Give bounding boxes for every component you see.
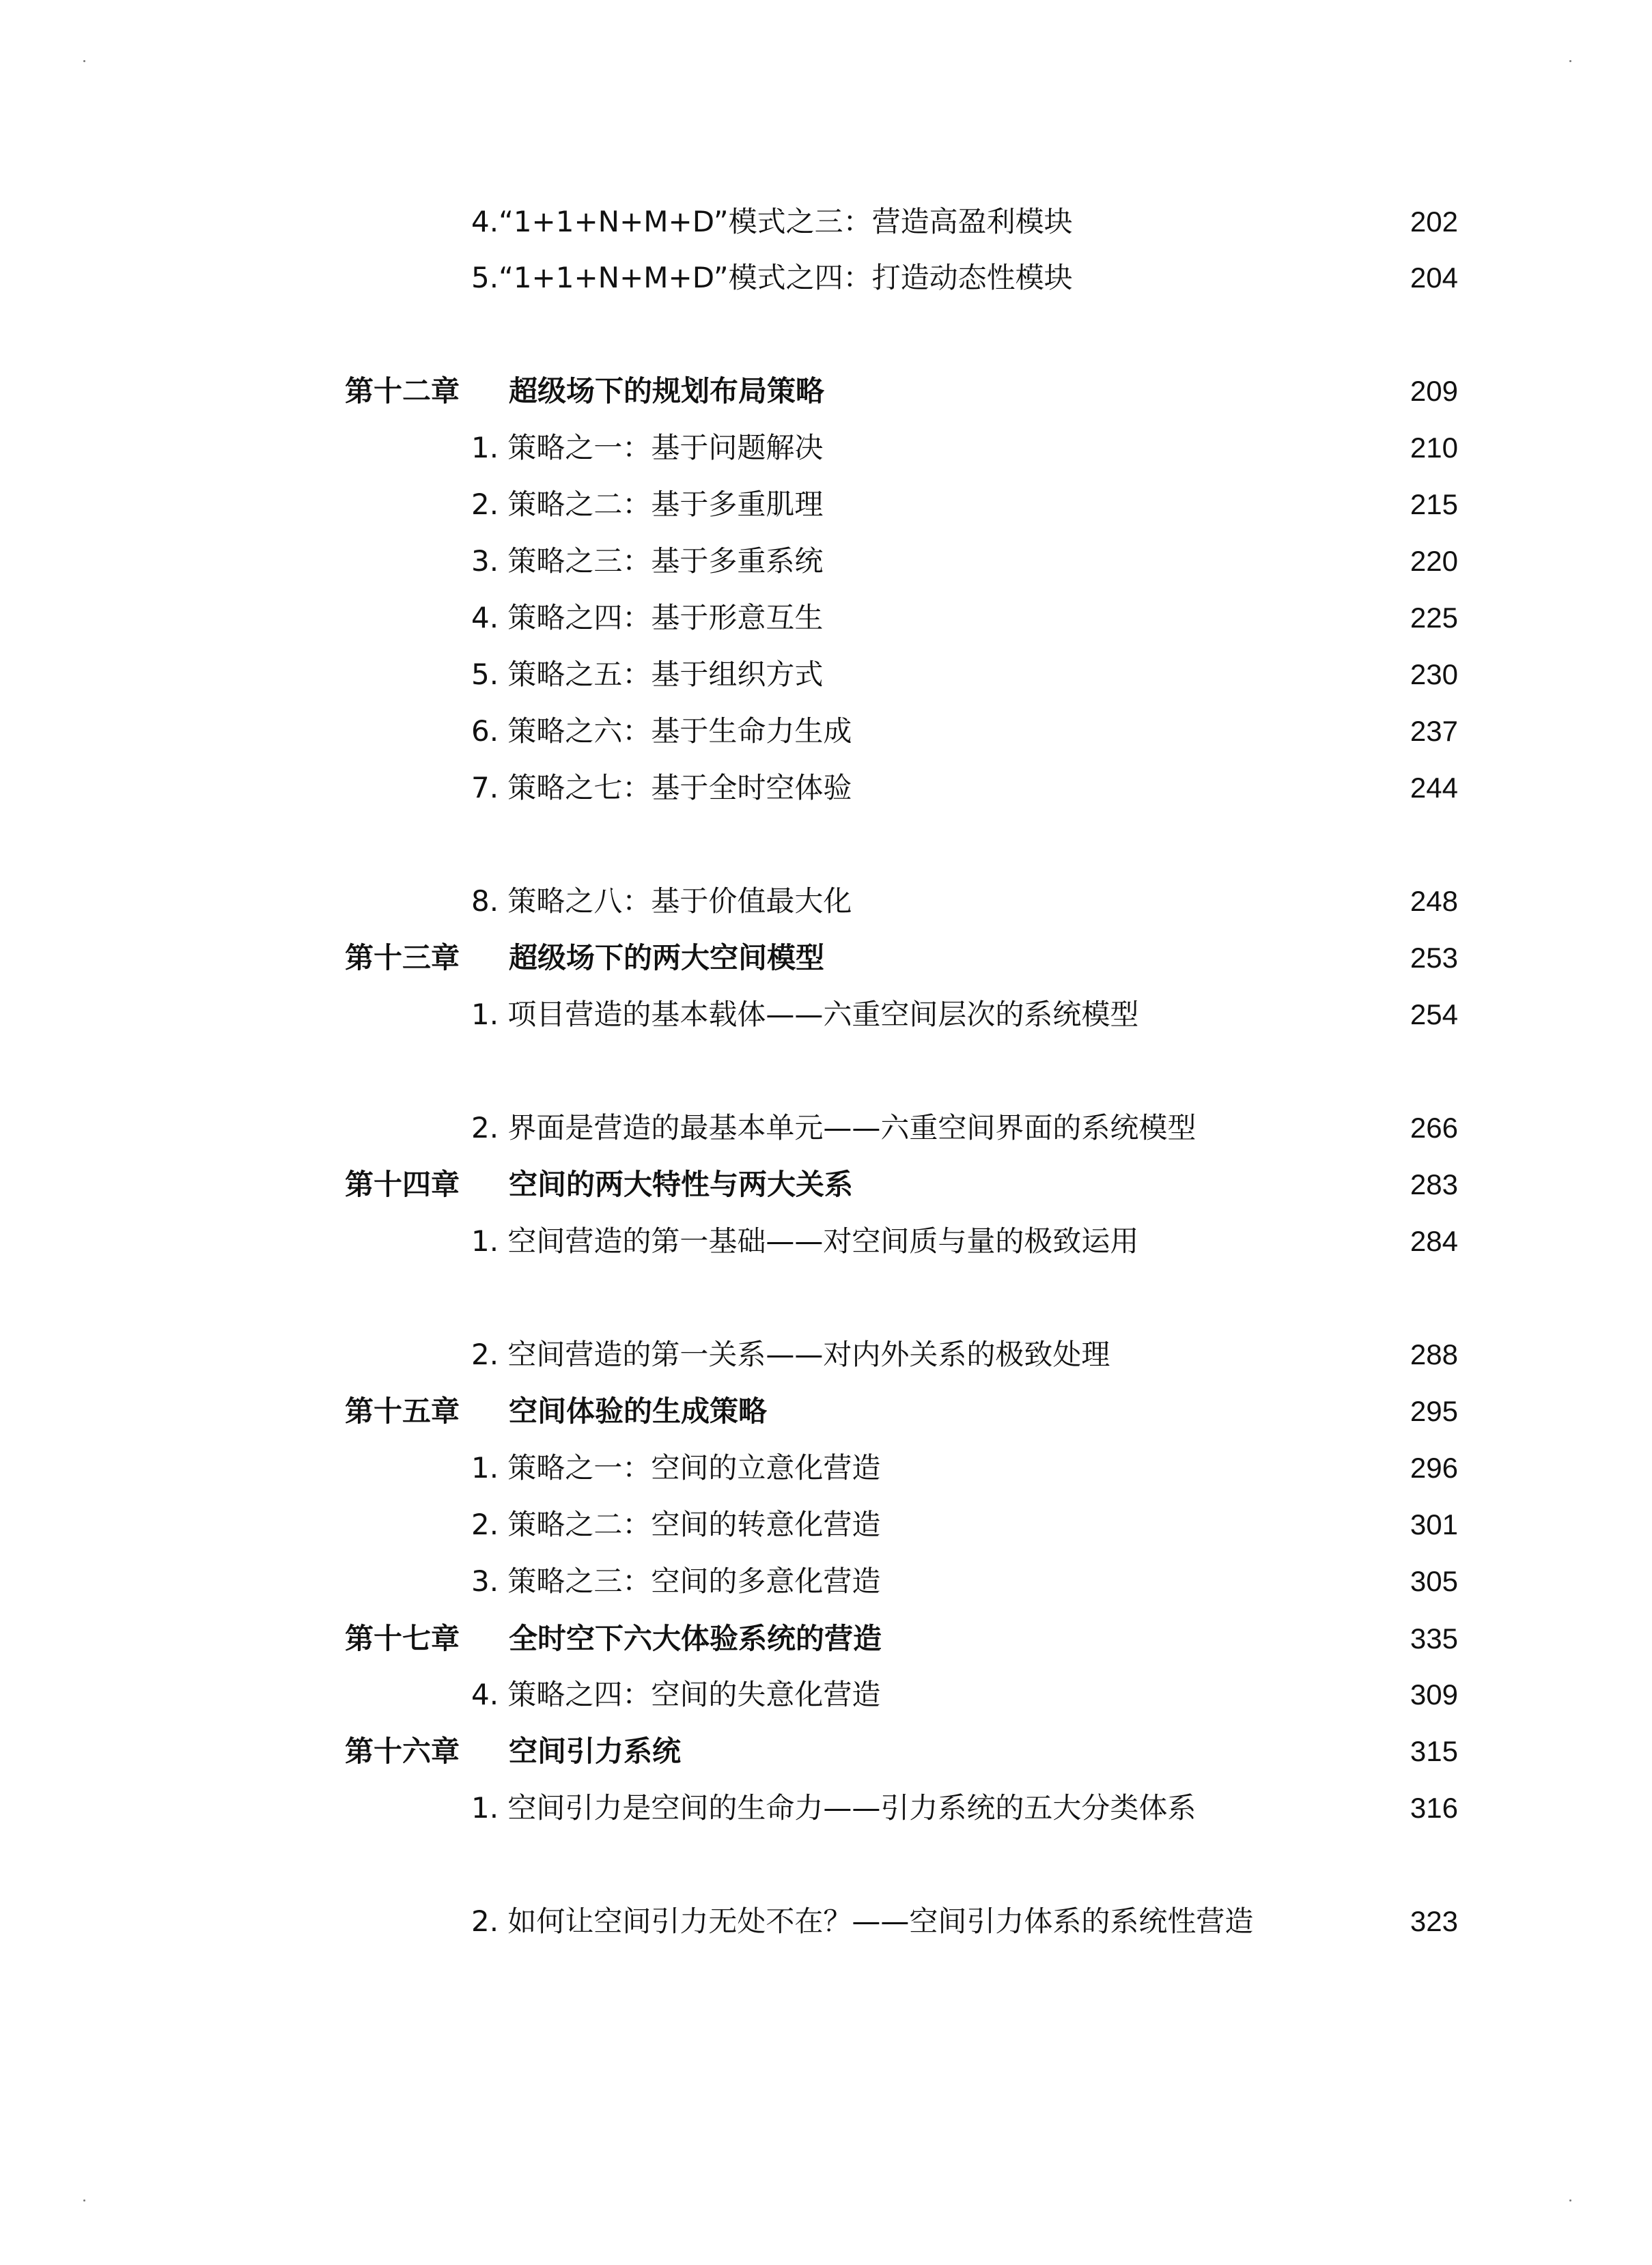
page-number: 248 — [1410, 885, 1458, 917]
leader-dots — [832, 484, 1379, 525]
section-title: 2. 策略之二：空间的转意化营造 — [471, 1508, 881, 1541]
chapter-title-text: 空间的两大特性与两大关系 — [509, 1168, 854, 1201]
toc-chapter-entry — [345, 1391, 1458, 1432]
section-title: 2. 界面是营造的最基本单元——六重空间界面的系统模型 — [471, 1111, 1196, 1144]
section-title: 2. 策略之二：基于多重肌理 — [471, 488, 824, 521]
page-number: 202 — [1410, 206, 1458, 238]
crop-mark-top-right — [1569, 60, 1571, 62]
leader-dots — [1263, 1901, 1379, 1942]
page-number: 204 — [1410, 262, 1458, 294]
chapter-title — [345, 371, 824, 412]
leader-dots — [832, 654, 1379, 695]
page-number: 266 — [1410, 1112, 1458, 1144]
section-title: 1. 空间引力是空间的生命力——引力系统的五大分类体系 — [471, 1791, 1196, 1825]
chapter-title-text: 超级场下的两大空间模型 — [509, 941, 825, 974]
page-number: 335 — [1410, 1622, 1458, 1655]
toc-section-entry — [471, 201, 1458, 242]
section-title: 1. 策略之一：空间的立意化营造 — [471, 1451, 881, 1485]
toc-section-entry — [471, 1901, 1458, 1942]
toc-section-entry — [471, 597, 1458, 638]
leader-dots — [832, 597, 1379, 638]
toc-section-entry — [471, 711, 1458, 752]
chapter-number: 第十七章 — [345, 1622, 460, 1655]
chapter-title-text: 空间引力系统 — [509, 1734, 682, 1768]
leader-dots — [890, 1561, 1379, 1602]
chapter-number: 第十二章 — [345, 374, 460, 408]
toc-chapter-entry — [345, 1618, 1458, 1659]
page-number: 253 — [1410, 942, 1458, 974]
page-number: 305 — [1410, 1565, 1458, 1597]
leader-dots — [861, 768, 1379, 808]
leader-dots — [776, 1391, 1379, 1432]
leader-dots — [1148, 1221, 1379, 1262]
section-title: 1. 策略之一：基于问题解决 — [471, 431, 824, 464]
section-title: 8. 策略之八：基于价值最大化 — [471, 884, 852, 918]
section-title: 5. 策略之五：基于组织方式 — [471, 658, 824, 691]
toc-section-entry — [471, 1334, 1458, 1375]
toc-section-entry — [471, 881, 1458, 922]
section-title: 2. 如何让空间引力无处不在？——空间引力体系的系统性营造 — [471, 1904, 1254, 1938]
section-title: 3. 策略之三：基于多重系统 — [471, 544, 824, 578]
leader-dots — [1205, 1108, 1379, 1149]
section-title: 6. 策略之六：基于生命力生成 — [471, 714, 852, 748]
page-number: 254 — [1410, 998, 1458, 1030]
page-number: 230 — [1410, 658, 1458, 690]
chapter-title — [345, 1731, 681, 1772]
page-number: 288 — [1410, 1338, 1458, 1370]
page-number: 210 — [1410, 432, 1458, 464]
chapter-title — [345, 1618, 882, 1659]
page-number: 301 — [1410, 1508, 1458, 1541]
section-title: 1. 项目营造的基本载体——六重空间层次的系统模型 — [471, 998, 1139, 1031]
leader-dots — [1148, 994, 1379, 1035]
leader-dots — [890, 1504, 1379, 1545]
crop-mark-top-left — [83, 60, 85, 62]
chapter-title — [345, 1391, 767, 1432]
toc-chapter-entry — [345, 938, 1458, 979]
toc-section-entry — [471, 1674, 1458, 1715]
toc-section-entry — [471, 257, 1458, 298]
crop-mark-bottom-left — [83, 2199, 85, 2201]
toc-section-entry — [471, 427, 1458, 468]
toc-section-entry — [471, 768, 1458, 808]
leader-dots — [861, 881, 1379, 922]
chapter-title-text: 空间体验的生成策略 — [509, 1394, 768, 1428]
page-number: 220 — [1410, 545, 1458, 577]
toc-section-entry — [471, 541, 1458, 582]
page-number: 315 — [1410, 1735, 1458, 1767]
toc-section-entry — [471, 1108, 1458, 1149]
toc-chapter-entry — [345, 1164, 1458, 1205]
toc-section-entry — [471, 994, 1458, 1035]
leader-dots — [1082, 201, 1379, 242]
page-number: 309 — [1410, 1678, 1458, 1711]
page-number: 225 — [1410, 602, 1458, 634]
toc-section-entry — [471, 1561, 1458, 1602]
chapter-title-text: 超级场下的规划布局策略 — [509, 374, 825, 408]
leader-dots — [834, 371, 1379, 412]
crop-mark-bottom-right — [1569, 2199, 1571, 2201]
leader-dots — [1119, 1334, 1379, 1375]
chapter-title-text: 全时空下六大体验系统的营造 — [509, 1622, 882, 1655]
leader-dots — [832, 541, 1379, 582]
toc-section-entry — [471, 654, 1458, 695]
toc-section-entry — [471, 1504, 1458, 1545]
leader-dots — [863, 1164, 1379, 1205]
leader-dots — [1205, 1788, 1379, 1829]
chapter-number: 第十三章 — [345, 941, 460, 974]
page-number: 296 — [1410, 1452, 1458, 1484]
chapter-title — [345, 938, 824, 979]
page-number: 284 — [1410, 1225, 1458, 1257]
toc-section-entry — [471, 1788, 1458, 1829]
toc-section-entry — [471, 1221, 1458, 1262]
chapter-number: 第十四章 — [345, 1168, 460, 1201]
section-title: 7. 策略之七：基于全时空体验 — [471, 771, 852, 804]
section-title: 2. 空间营造的第一关系——对内外关系的极致处理 — [471, 1338, 1110, 1371]
leader-dots — [690, 1731, 1379, 1772]
section-title: 4. 策略之四：基于形意互生 — [471, 601, 824, 634]
page-number: 244 — [1410, 772, 1458, 804]
section-title: 3. 策略之三：空间的多意化营造 — [471, 1564, 881, 1598]
section-title: 5.“1+1+N+M+D”模式之四：打造动态性模块 — [471, 261, 1073, 294]
leader-dots — [834, 938, 1379, 979]
page-number: 215 — [1410, 488, 1458, 520]
leader-dots — [832, 427, 1379, 468]
toc-chapter-entry — [345, 1731, 1458, 1772]
page-number: 209 — [1410, 375, 1458, 407]
page-number: 295 — [1410, 1395, 1458, 1427]
section-title: 1. 空间营造的第一基础——对空间质与量的极致运用 — [471, 1224, 1139, 1258]
page-number: 237 — [1410, 715, 1458, 747]
toc-section-entry — [471, 484, 1458, 525]
leader-dots — [1082, 257, 1379, 298]
chapter-number: 第十六章 — [345, 1734, 460, 1768]
leader-dots — [891, 1618, 1379, 1659]
leader-dots — [890, 1674, 1379, 1715]
section-title: 4.“1+1+N+M+D”模式之三：营造高盈利模块 — [471, 205, 1073, 238]
page-number: 316 — [1410, 1792, 1458, 1824]
toc-section-entry — [471, 1448, 1458, 1489]
toc-chapter-entry — [345, 371, 1458, 412]
leader-dots — [861, 711, 1379, 752]
chapter-number: 第十五章 — [345, 1394, 460, 1428]
section-title: 4. 策略之四：空间的失意化营造 — [471, 1678, 881, 1711]
page-number: 283 — [1410, 1168, 1458, 1200]
leader-dots — [890, 1448, 1379, 1489]
page-number: 323 — [1410, 1905, 1458, 1937]
chapter-title — [345, 1164, 853, 1205]
